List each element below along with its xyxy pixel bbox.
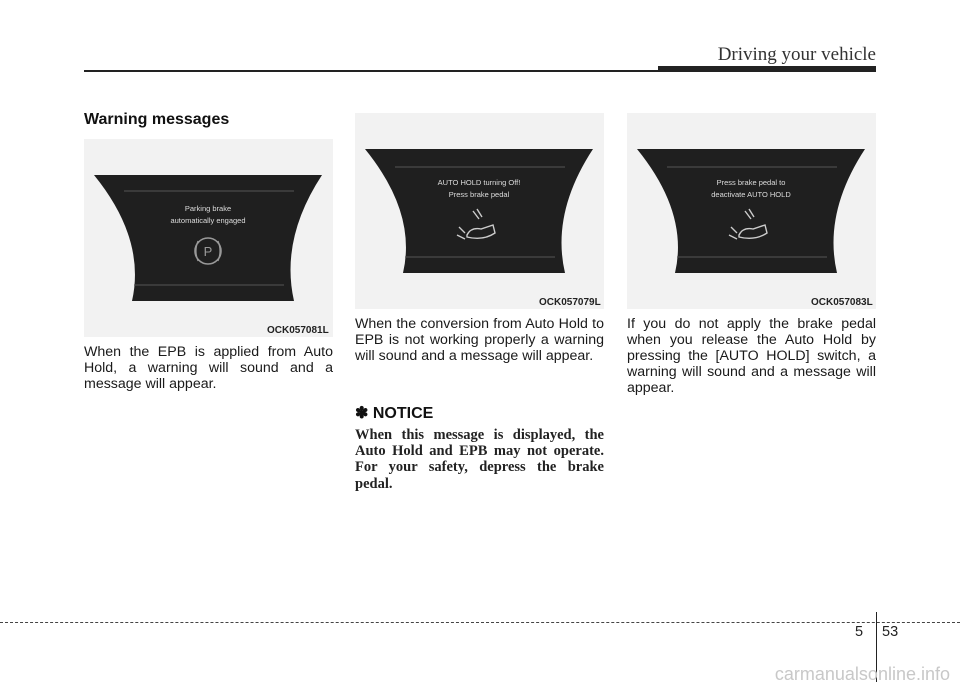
notice-symbol: ✽ <box>355 405 369 422</box>
header-title: Driving your vehicle <box>717 44 876 65</box>
notice-body: When this message is displayed, the Auto Hold and EPB may not operate. For your safety, depress the brake pedal. <box>355 427 604 492</box>
panel-1-message-line1: Parking brake <box>184 204 232 213</box>
page-number: 53 <box>882 624 899 640</box>
col3-text: If you do not apply the brake pedal when you release the Auto Hold by pressing the [AUTO HOLD] switch, a warning will sound and a message will appear. <box>627 316 876 396</box>
chapter-number: 5 <box>855 624 864 640</box>
panel-3-message-line1: Press brake pedal to <box>716 178 786 187</box>
cluster-image-3 <box>627 113 876 309</box>
col2-text: When the conversion from Auto Hold to EPB is not working properly a warning will sound and a message will appear. <box>355 316 604 364</box>
panel-1-code: OCK057081L <box>267 325 329 336</box>
panel-1-message-line2: automatically engaged <box>170 216 246 225</box>
section-title: Warning messages <box>84 111 230 128</box>
cluster-image-2 <box>355 113 604 309</box>
notice-title: NOTICE <box>372 405 434 422</box>
panel-2-message-line2: Press brake pedal <box>448 190 510 199</box>
header-rule <box>84 70 658 72</box>
header-rule-thick <box>658 66 876 72</box>
panel-3-message-line2: deactivate AUTO HOLD <box>711 190 791 199</box>
panel-2-code: OCK057079L <box>539 297 601 308</box>
panel-3-code: OCK057083L <box>811 297 873 308</box>
cluster-image-1 <box>84 139 333 337</box>
footer-rule <box>0 622 960 623</box>
parking-brake-letter: P <box>203 244 213 259</box>
panel-2-message-line1: AUTO HOLD turning Off! <box>437 178 521 187</box>
watermark[interactable]: carmanualsonline.info <box>774 664 950 684</box>
notice-heading <box>355 403 433 423</box>
col1-text: When the EPB is applied from Auto Hold, a warning will sound and a message will appear. <box>84 344 333 392</box>
